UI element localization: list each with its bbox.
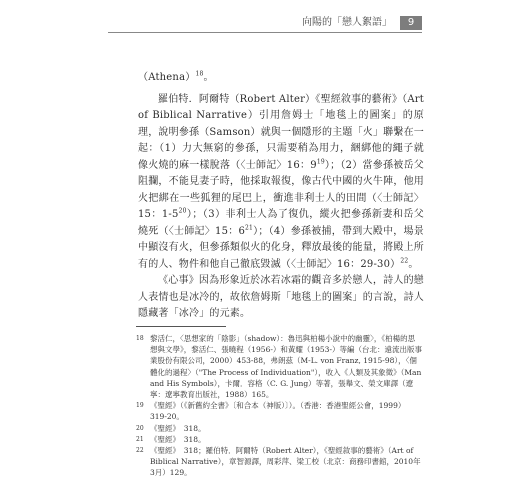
footnote-20 bbox=[136, 423, 422, 434]
footnote-text: 《聖經》 318；羅伯特．阿爾特（Robert Alter），《聖經敘事的藝術》（Art of Biblical Narrative），章智源譯，周彩萍、梁工校（北京：商務印書館，2010年3月）129。 bbox=[150, 446, 421, 478]
paragraph-2-end: 。 bbox=[408, 258, 419, 270]
footnote-22 bbox=[136, 445, 422, 479]
paragraph-2-text-c: ）；（3）非利士人為了復仇，縱火把參孫新妻和岳父燒死（〈士師記〉15：6 bbox=[138, 209, 425, 237]
footnotes bbox=[136, 326, 422, 479]
paragraph-3: 《心事》因為形象近於冰若冰霜的觀音多於戀人，詩人的戀人表情也是冰冷的，故依詹姆斯「地毯上的圖案」的言說，詩人隱藏著「冰冷」的元素。 bbox=[138, 275, 424, 319]
footnote-text: 《聖經》 318。 bbox=[150, 434, 206, 444]
footnote-number: 22 bbox=[136, 447, 144, 455]
footnote-21 bbox=[136, 434, 422, 445]
header-rule bbox=[108, 32, 422, 33]
footnote-text: 《聖經》 318。 bbox=[150, 423, 206, 433]
footnote-ref-20: 20 bbox=[178, 207, 187, 215]
footnote-ref-18: 18 bbox=[195, 70, 204, 78]
footnote-number: 20 bbox=[136, 424, 144, 432]
paragraph-2 bbox=[138, 92, 424, 274]
paragraph-2-text-d: ）；（4）參孫被捕，帶到大殿中，場景中顯沒有火，但參孫類似火的化身，釋放最後的能量，將殿上所有的人、物件和他自己徹底毀滅（〈士師記〉16：29-30） bbox=[138, 225, 424, 270]
footnote-number: 21 bbox=[136, 435, 144, 443]
page-number: 9 bbox=[400, 16, 422, 30]
paragraph-1-text: （Athena） bbox=[138, 72, 196, 83]
footnote-text: 黎活仁，〈思想家的「陰影」（shadow）：魯迅與柏楊小說中的幽靈〉，《柏楊的思想與文學》，黎活仁、張曉程（1956-）和黃耀（1953-）等編（台北：遠流出版事業股份有限公司，2000）453-88，弗朗茲（M-L. von Franz, 1915-98），〈個體化的過程〉（"The Process of Individuation"），收入《人類及其象徵》（Man and His Symbols），卡爾．容格（C. G. Jung）等著，張舉文、榮文庫譯（遼寧：遼寧教育出版社，1988）165。 bbox=[150, 334, 422, 400]
footnote-18 bbox=[136, 333, 422, 400]
paragraph-1-end: 。 bbox=[203, 72, 214, 83]
footnote-number: 18 bbox=[136, 335, 144, 342]
footnote-ref-22: 22 bbox=[400, 257, 409, 265]
paragraph-2-text-b: ）；（2）當參孫被岳父阻攔，不能見妻子時，他採取報復，像古代中國的火牛陣，他用火把綁在一些狐狸的尾巴上，衝進非利士人的田間（〈士師記〉15：1-5 bbox=[138, 159, 425, 220]
running-head bbox=[108, 16, 422, 31]
main-text bbox=[138, 70, 424, 323]
footnote-rule bbox=[136, 326, 226, 327]
footnote-ref-19: 19 bbox=[316, 158, 325, 166]
footnote-ref-21: 21 bbox=[245, 224, 254, 232]
paragraph-1 bbox=[138, 70, 424, 87]
footnote-number: 19 bbox=[136, 402, 144, 410]
footnote-19 bbox=[136, 400, 422, 422]
footnote-text: 《聖經》（《新舊約全書》〔和合本（神版）〕）。（香港：香港聖經公會，1999）319-20。 bbox=[150, 401, 406, 422]
paragraph-2-text-a: 羅伯特．阿爾特（Robert Alter）《聖經敘事的藝術》（Art of Biblical Narrative）引用詹姆士「地毯上的圖案」的原理，說明參孫（Samson）就與一個隱形的主題「火」聯繫在一起：（1）力大無窮的參孫，只需要稍為用力，綑綁他的繩子就像火燒的麻一樣脫落（〈士師記〉16：9 bbox=[138, 93, 424, 171]
running-head-title: 向陽的「戀人絮語」 bbox=[302, 17, 392, 28]
